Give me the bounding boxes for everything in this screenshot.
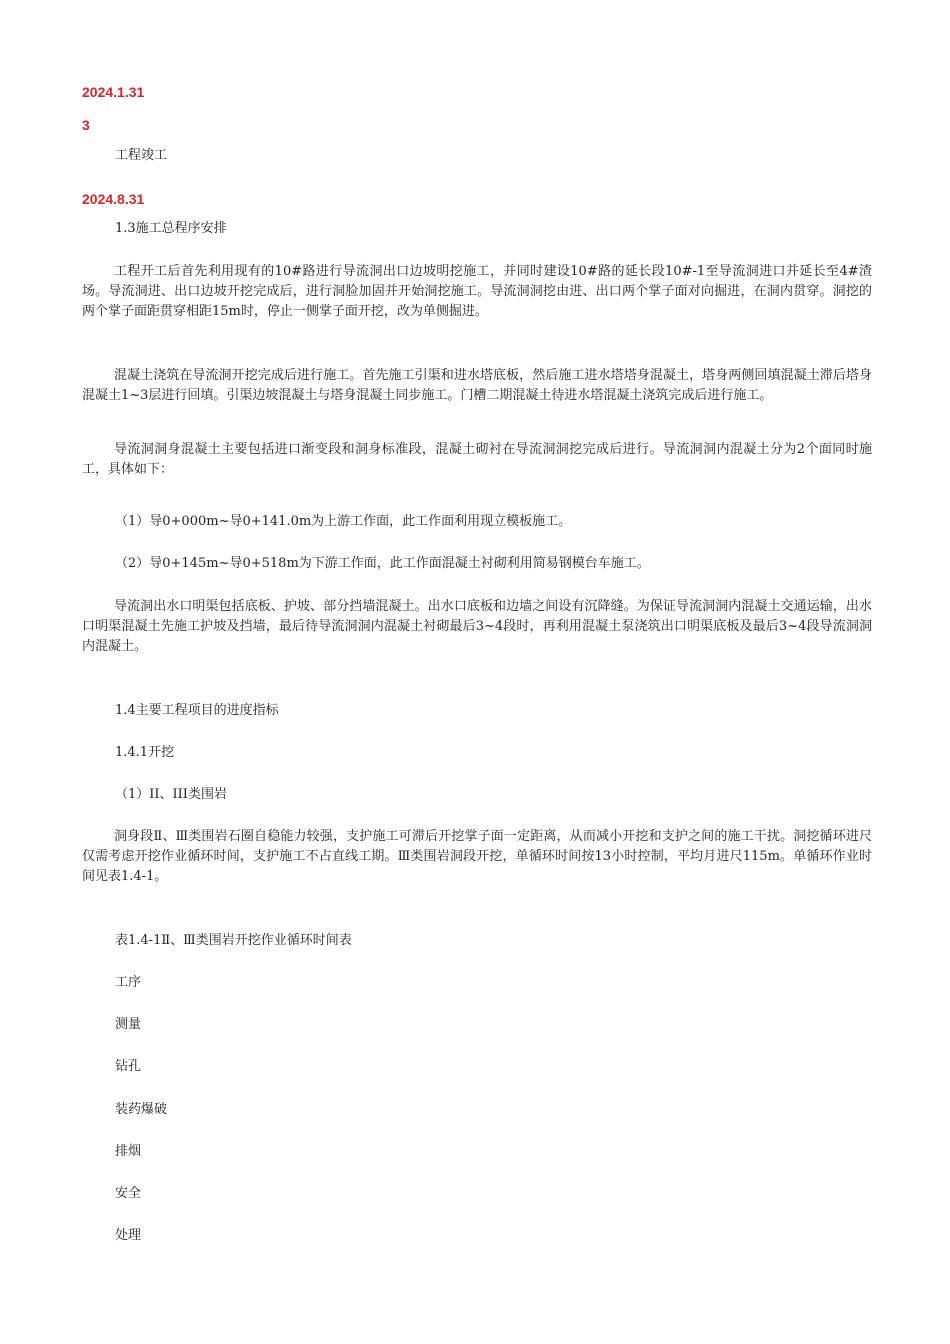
table-cell-blasting: 装药爆破 xyxy=(115,1102,168,1117)
table-cell-survey: 测量 xyxy=(115,1017,142,1032)
completion-label: 工程竣工 xyxy=(115,148,168,163)
paragraph-concrete-pouring: 混凝土浇筑在导流洞开挖完成后进行施工。首先施工引渠和进水塔底板，然后施工进水塔塔身混凝土，塔身两侧回填混凝土滞后塔身混凝土1~3层进行回填。引渠边坡混凝土与塔身混凝土同步施工。门槽二期混凝土待进水塔混凝土浇筑完成后进行施工。 xyxy=(82,368,872,403)
table-cell-treatment: 处理 xyxy=(115,1228,142,1243)
table-cell-smoke-exhaust: 排烟 xyxy=(115,1144,142,1159)
section-heading-1-4-1: 1.4.1开挖 xyxy=(115,745,175,760)
list-item-downstream: （2）导0+145m~导0+518m为下游工作面，此工作面混凝土衬砌利用简易钢模台车施工。 xyxy=(115,556,650,571)
section-heading-1-3: 1.3施工总程序安排 xyxy=(115,221,227,236)
table-cell-drilling: 钻孔 xyxy=(115,1059,142,1074)
paragraph-tunnel-concrete: 导流洞洞身混凝土主要包括进口渐变段和洞身标准段，混凝土砌衬在导流洞洞挖完成后进行。导流洞洞内混凝土分为2个面同时施工，具体如下： xyxy=(82,442,872,477)
paragraph-outlet-channel: 导流洞出水口明渠包括底板、护坡、部分挡墙混凝土。出水口底板和边墙之间设有沉降缝。为保证导流洞洞内混凝土交通运输，出水口明渠混凝土先施工护坡及挡墙，最后待导流洞洞内混凝土衬砌最后3~4段时，再利用混凝土泵浇筑出口明渠底板及最后3~4段导流洞洞内混凝土。 xyxy=(82,599,872,654)
date-start: 2024.1.31 xyxy=(82,84,145,100)
section-heading-1-4: 1.4主要工程项目的进度指标 xyxy=(115,703,279,718)
table-title: 表1.4-1Ⅱ、Ⅲ类围岩开挖作业循环时间表 xyxy=(115,933,352,948)
list-item-rock-class: （1）II、III类围岩 xyxy=(115,787,227,802)
table-cell-process: 工序 xyxy=(115,975,142,990)
table-cell-safety: 安全 xyxy=(115,1186,142,1201)
paragraph-excavation-sequence: 工程开工后首先利用现有的10#路进行导流洞出口边坡明挖施工，并同时建设10#路的延长段10#-1至导流洞进口并延长至4#渣场。导流洞进、出口边坡开挖完成后，进行洞脸加固并开始洞挖施工。导流洞洞挖由进、出口两个掌子面对向掘进，在洞内贯穿。洞挖的两个掌子面距贯穿相距15m时，停止一侧掌子面开挖，改为单侧掘进。 xyxy=(82,264,872,319)
date-end: 2024.8.31 xyxy=(82,191,145,207)
paragraph-rock-stability: 洞身段Ⅱ、Ⅲ类围岩石圈自稳能力较强，支护施工可滞后开挖掌子面一定距离，从而减小开挖和支护之间的施工干扰。洞挖循环进尺仅需考虑开挖作业循环时间，支护施工不占直线工期。Ⅲ类围岩洞段开挖，单循环时间按13小时控制，平均月进尺115m。单循环作业时间见表1.4-1。 xyxy=(82,829,872,884)
list-item-upstream: （1）导0+000m~导0+141.0m为上游工作面，此工作面利用现立模板施工。 xyxy=(115,514,572,529)
step-number: 3 xyxy=(82,117,90,133)
